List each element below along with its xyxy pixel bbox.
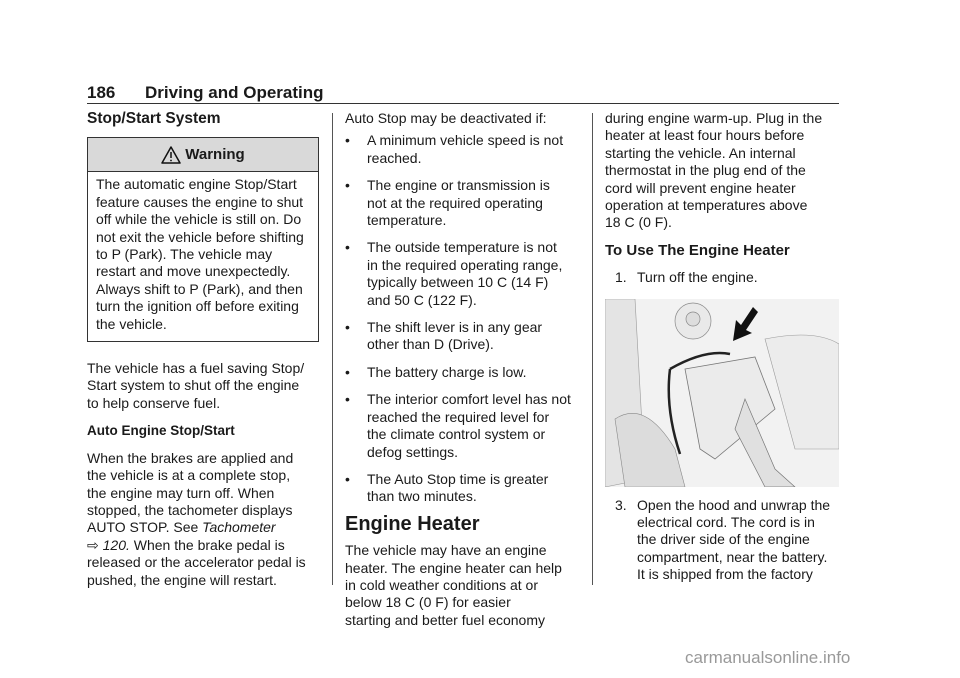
bullet-text: The Auto Stop time is greater than two minutes.	[367, 470, 549, 505]
step-item	[605, 497, 841, 584]
lead-text: Auto Stop may be deactivated if:	[345, 110, 547, 126]
xref-page[interactable]: 120.	[102, 536, 130, 553]
warning-triangle-icon	[161, 146, 181, 164]
section-title: Driving and Operating	[145, 83, 324, 102]
bullet-text: The shift lever is in any gear other than D (Drive).	[367, 319, 543, 353]
section-heading: To Use The Engine Heater	[605, 241, 790, 259]
paragraph-text: When the brake pedal is released or the accelerator pedal is pushed, the engine will restart.	[87, 536, 306, 588]
bullet-icon: •	[345, 132, 350, 149]
bullet-text: The battery charge is low.	[367, 363, 527, 380]
intro-paragraph: The vehicle has a fuel saving Stop/ Start system to shut off the engine to help conserve fuel.	[87, 360, 305, 411]
xref-link[interactable]: Tachometer	[202, 519, 276, 536]
bullet-item	[345, 319, 581, 354]
auto-stop-paragraph	[87, 450, 319, 589]
bullet-text: The interior comfort level has not reached the required level for the climate control system or defog settings.	[367, 391, 571, 460]
bullet-item	[345, 471, 581, 506]
watermark: carmanualsonline.info	[685, 648, 851, 667]
paragraph: during engine warm-up. Plug in the heater at least four hours before starting the vehicle. An internal thermostat in the plug end of the cord will prevent engine heater operation at temperatures above 18 C (0 F).	[605, 110, 823, 231]
bullet-icon: •	[345, 470, 350, 487]
section-heading: Engine Heater	[345, 512, 480, 535]
paragraph-text: When the brakes are applied and the vehicle is at a complete stop, the engine may turn off. When stopped, the tachometer displays AUTO STOP. See	[87, 449, 294, 536]
step-item	[605, 269, 841, 286]
column-1	[87, 110, 319, 599]
section-heading: Stop/Start System	[87, 110, 221, 127]
xref-icon: ⇨	[87, 536, 99, 553]
page-header	[87, 83, 324, 103]
warning-label: Warning	[185, 146, 245, 164]
bullet-icon: •	[345, 239, 350, 256]
bullet-text: The outside temperature is not in the required operating range, typically between 10 C (14 F) and 50 C (122 F).	[367, 239, 563, 308]
engine-compartment-illustration	[605, 299, 839, 487]
bullet-icon: •	[345, 319, 350, 336]
paragraph: The vehicle may have an engine heater. The engine heater can help in cold weather conditions at or below 18 C (0 F) for easier starting and better fuel economy	[345, 542, 562, 628]
bullet-text: A minimum vehicle speed is not reached.	[367, 132, 564, 166]
subheading: Auto Engine Stop/Start	[87, 423, 235, 439]
bullet-item	[345, 364, 581, 381]
step-text: Turn off the engine.	[637, 269, 758, 286]
bullet-text: The engine or transmission is not at the required operating temperature.	[367, 177, 550, 229]
bullet-icon: •	[345, 391, 350, 408]
bullet-item	[345, 239, 581, 309]
step-text: Open the hood and unwrap the electrical cord. The cord is in the driver side of the engine compartment, near the battery. It is shipped from the factory	[637, 496, 831, 583]
step-number: 3.	[615, 496, 627, 513]
bullet-icon: •	[345, 177, 350, 194]
column-divider	[592, 113, 593, 585]
column-divider	[332, 113, 333, 585]
bullet-item	[345, 391, 581, 461]
bullet-icon: •	[345, 363, 350, 380]
bullet-item	[345, 132, 581, 167]
header-rule	[87, 103, 839, 104]
page-number: 186	[87, 83, 116, 102]
column-2	[345, 110, 581, 639]
step-number: 1.	[615, 269, 627, 286]
column-3	[605, 110, 841, 594]
bullet-item	[345, 177, 581, 229]
warning-box	[87, 137, 319, 342]
warning-header	[88, 138, 318, 172]
warning-text: The automatic engine Stop/Start feature causes the engine to shut off while the vehicle is still on. Do not exit the vehicle before shifting to P (Park). The vehicle may restart and move unexpectedly. Always shift to P (Park), and then turn the ignition off before exiting the vehicle.	[96, 176, 304, 332]
